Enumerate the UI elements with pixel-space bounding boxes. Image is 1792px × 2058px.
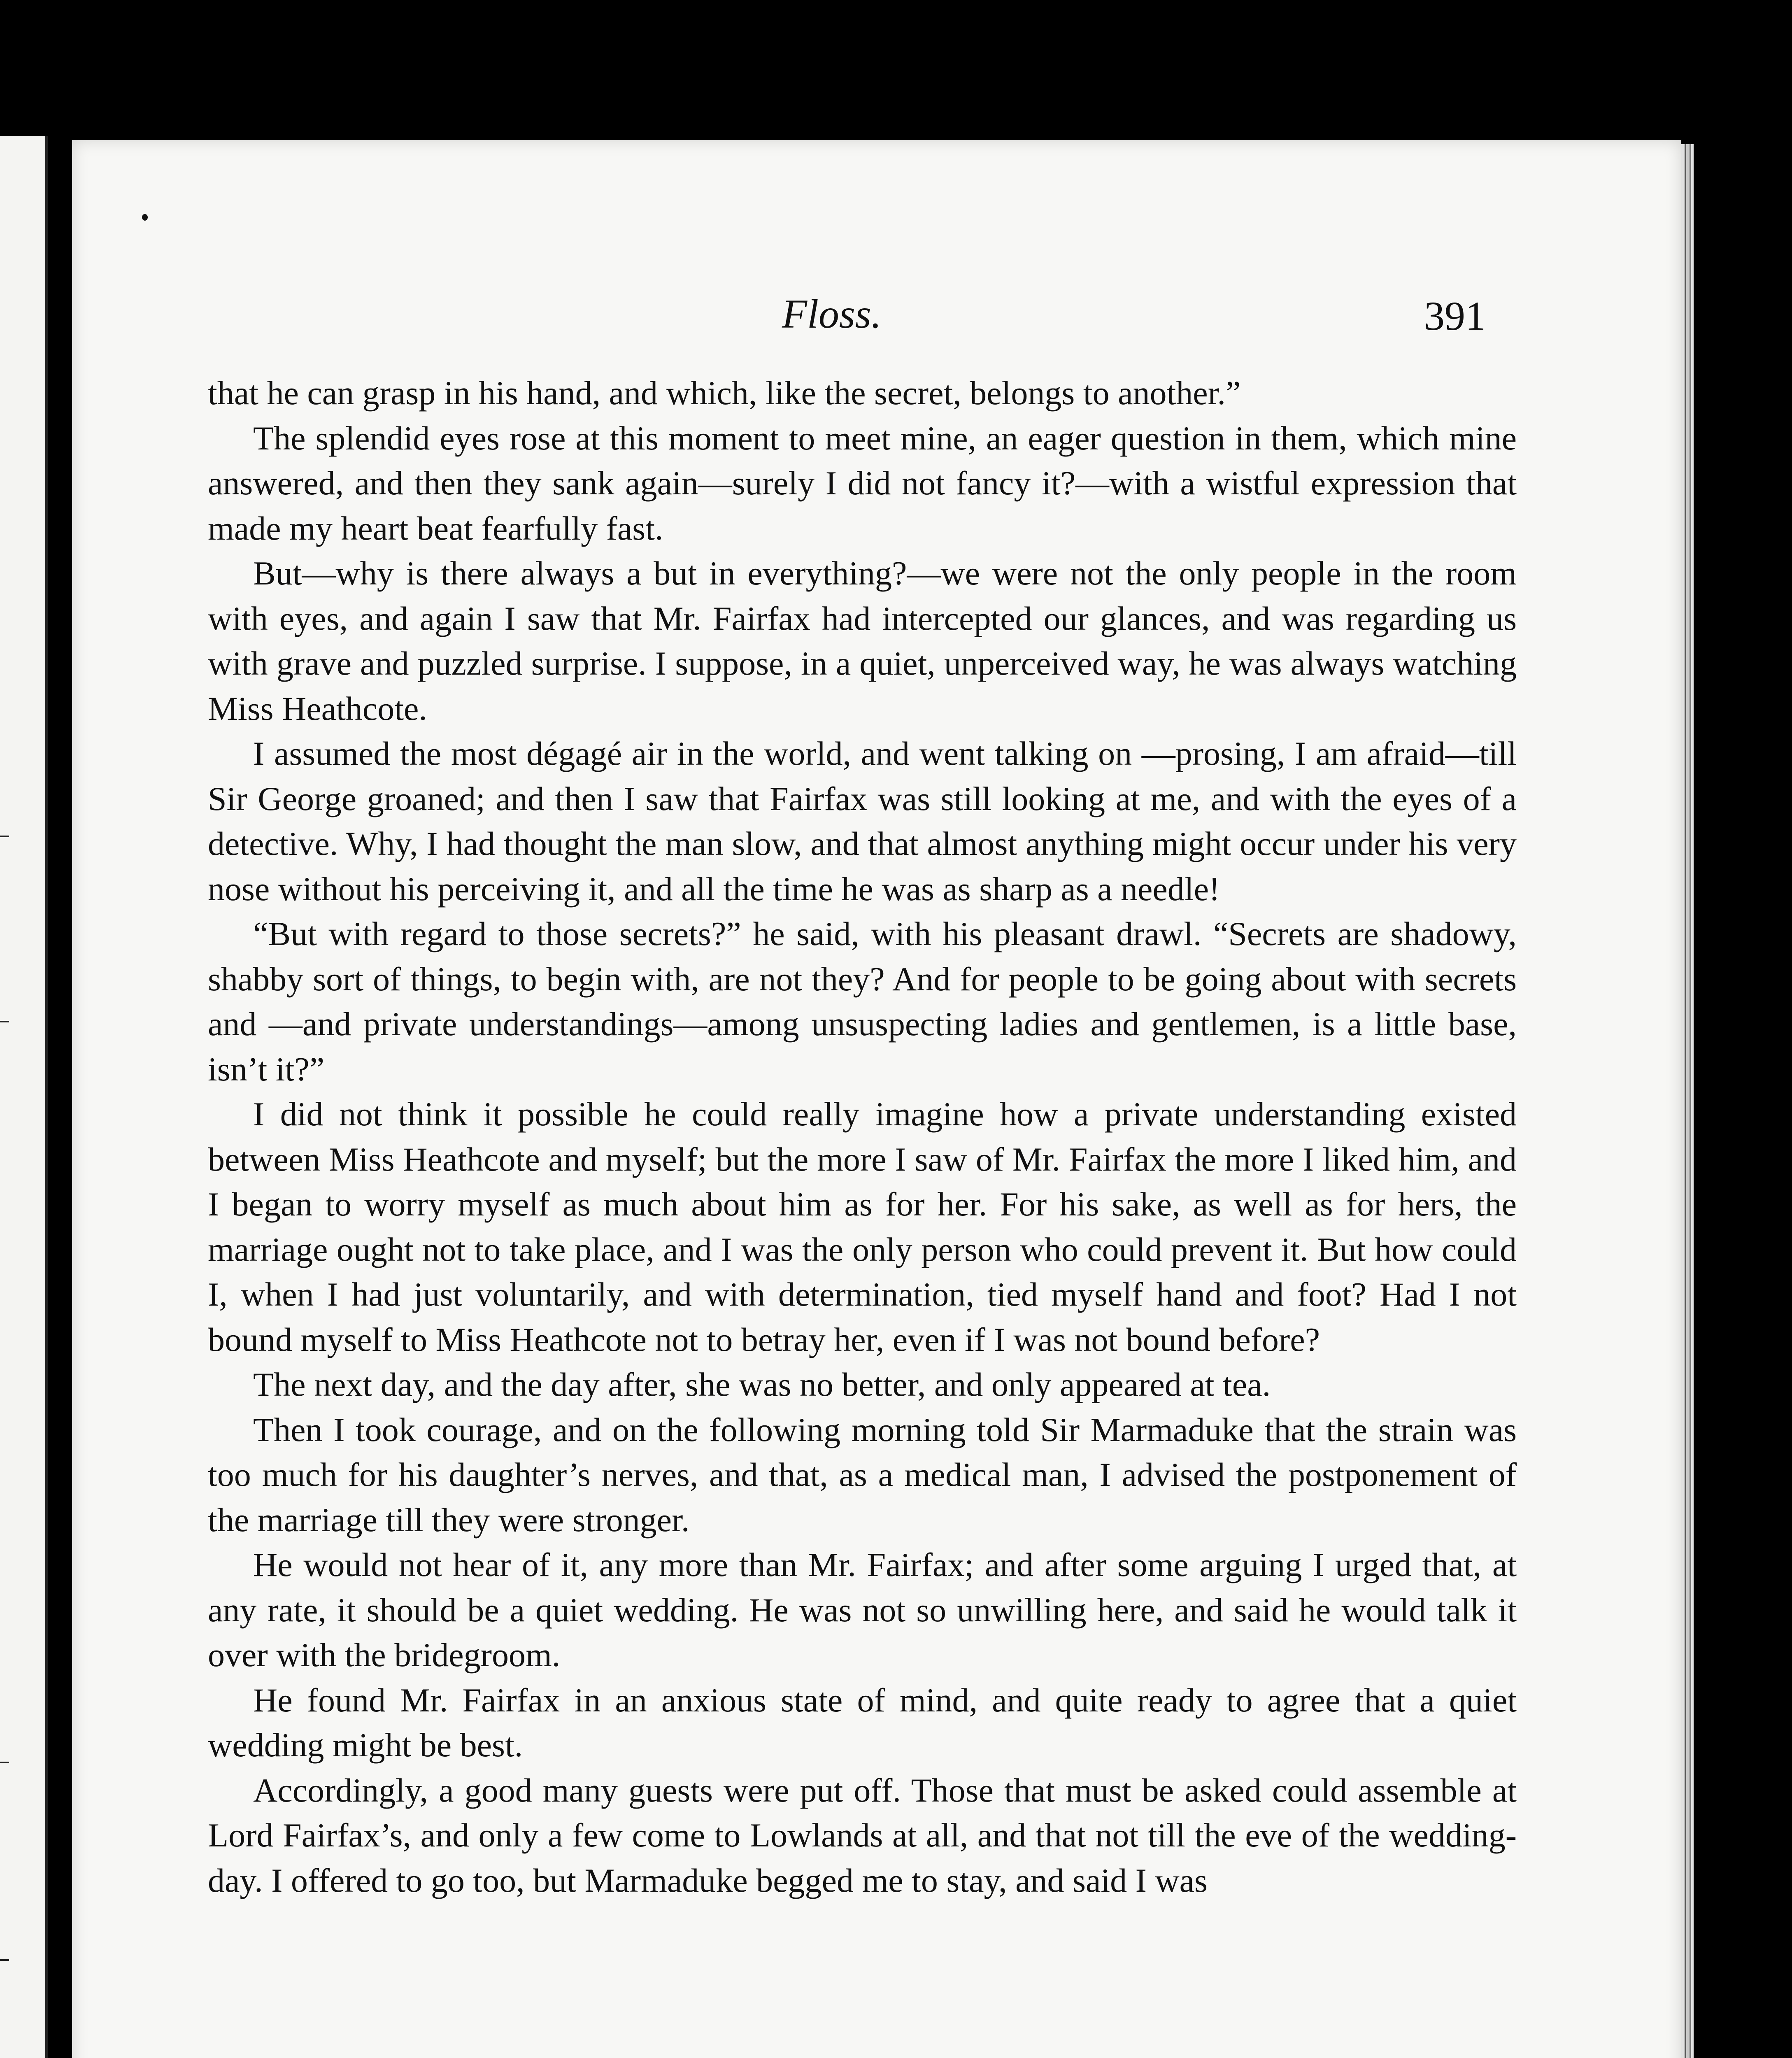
- paragraph: I assumed the most dégagé air in the world, and went talking on —prosing, I am afraid—till Sir George groaned; and then I saw that Fairfax was still looking at me, and with the eyes of a detective. Why, I had thought the man slow, and that almost anything might occur under his very nose without his perceiving it, and all the time he was as sharp as a needle!: [208, 735, 1517, 908]
- paragraph: Then I took courage, and on the following morning told Sir Marmaduke that the strain was too much for his daughter’s nerves, and that, as a medical man, I advised the postponement of the marriage till they were stronger.: [208, 1411, 1517, 1539]
- paragraph: that he can grasp in his hand, and which, like the secret, belongs to another.”: [208, 374, 1241, 412]
- facing-page-mark: [0, 1762, 9, 1763]
- paragraph: He would not hear of it, any more than Mr. Fairfax; and after some arguing I urged that, at any rate, it should be a quiet wedding. He was not so unwilling here, and said he would talk it over with the bridegroom.: [208, 1546, 1517, 1674]
- running-head: [72, 290, 1681, 348]
- paragraph: The next day, and the day after, she was no better, and only appeared at tea.: [253, 1366, 1271, 1403]
- paragraph: I did not think it possible he could really imagine how a private understanding existed between Miss Heathcote and myself; but the more I saw of Mr. Fairfax the more I liked him, and I began to worry myself as much about him as for her. For his sake, as well as for hers, the marriage ought not to take place, and I was the only person who could prevent it. But how could I, when I had just voluntarily, and with determination, tied myself hand and foot? Had I not bound myself to Miss Heathcote not to betray her, even if I was not bound before?: [208, 1095, 1517, 1358]
- facing-page-mark: [0, 836, 9, 837]
- paragraph: But—why is there always a but in everything?—we were not the only people in the room with eyes, and again I saw that Mr. Fairfax had intercepted our glances, and was regarding us with grave and puzzled surprise. I suppose, in a quiet, unperceived way, he was always watching Miss Heathcote.: [208, 554, 1517, 727]
- paragraph: He found Mr. Fairfax in an anxious state of mind, and quite ready to agree that a quiet wedding might be best.: [208, 1681, 1517, 1764]
- page-number: 391: [1424, 293, 1486, 339]
- body-text: [208, 370, 1517, 1903]
- facing-page-edge: [0, 136, 48, 2058]
- paragraph: The splendid eyes rose at this moment to meet mine, an eager question in them, which mine answered, and then they sank again—surely I did not fancy it?—with a wistful expression that made my heart beat fearfully fast.: [208, 419, 1517, 547]
- facing-page-mark: [0, 1021, 9, 1022]
- ink-speck: [142, 214, 148, 221]
- book-page: [72, 140, 1681, 2058]
- running-title: Floss.: [782, 291, 882, 337]
- paragraph: Accordingly, a good many guests were put off. Those that must be asked could assemble at Lord Fairfax’s, and only a few come to Lowlands at all, and that not till the eve of the wedding-day. I offered to go too, but Marmaduke begged me to stay, and said I was: [208, 1771, 1517, 1899]
- facing-page-mark: [0, 1959, 9, 1961]
- paragraph: “But with regard to those secrets?” he said, with his pleasant drawl. “Secrets are shadowy, shabby sort of things, to begin with, are not they? And for people to be going about with secrets and —and private understandings—among unsuspecting ladies and gentlemen, is a little base, isn’t it?”: [208, 915, 1517, 1088]
